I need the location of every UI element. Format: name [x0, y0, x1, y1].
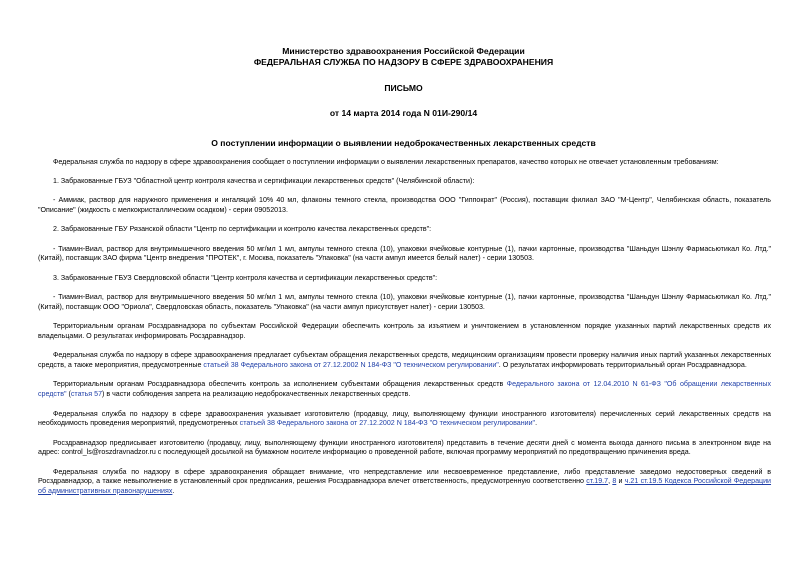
- paragraph-item-3: 3. Забракованные ГБУЗ Свердловской области "Центр контроля качества и сертификации лекарственных средств":: [53, 273, 438, 282]
- paragraph-law-compliance: [38, 380, 771, 399]
- link-article-19-7[interactable]: ст.19.7: [586, 477, 609, 486]
- paragraph-item-2-detail: - Тиамин-Виал, раствор для внутримышечного введения 50 мг/мл 1 мл, ампулы темного стекла (10), упаковки ячейковые контурные (1), пачки картонные, производства "Шаньдун Шэнлу Фармасьютикал Ко. Лтд." (Китай), поставщик ЗАО фирма "Центр внедрения "ПРОТЕК", г. Москва, показатель "Упаковка" (на части ампул имеется белый налет) - серии 130503.: [38, 244, 771, 263]
- text-run: Федеральная служба по надзору в сфере здравоохранения указывает изготовителю (продавцу, лицу, выполняющему функции иностранного изготовителя) перечисленных серий лекарственных средств на необходимость проведения мероприятий, предусмотренных: [38, 409, 771, 428]
- document-subject: О поступлении информации о выявлении недоброкачественных лекарственных средств: [211, 138, 596, 148]
- paragraph-subjects-check: [38, 351, 771, 370]
- text-run: .: [172, 486, 175, 495]
- link-federal-law-61fz[interactable]: Федерального закона от 12.04.2010 N 61-ФЗ "Об обращении лекарственных средств": [38, 380, 771, 399]
- document-type: ПИСЬМО: [384, 83, 423, 93]
- link-article-19-7-8[interactable]: 8: [612, 477, 617, 486]
- paragraph-item-2: 2. Забракованные ГБУ Рязанской области "Центр по сертификации и контролю качества лекарственных средств":: [53, 225, 432, 234]
- document-date-number: от 14 марта 2014 года N 01И-290/14: [329, 108, 478, 118]
- paragraph-item-1-detail: - Аммиак, раствор для наружного применения и ингаляций 10% 40 мл, флаконы темного стекла, производства ООО "Гиппократ" (Россия), поставщик филиал ЗАО "М-Центр", Челябинская область, показатель "Описание" (жидкость с мелкокристаллическим осадком) - серии 09052013.: [38, 196, 771, 214]
- link-article-38-184fz-2[interactable]: статьей 38 Федерального закона от 27.12.2002 N 184-ФЗ "О техническом регулировании": [239, 419, 536, 428]
- text-run: и: [616, 477, 625, 486]
- text-run: . О результатах информировать территориальный орган Росздравнадзора.: [498, 360, 747, 369]
- paragraph-item-1: 1. Забракованные ГБУЗ "Областной центр контроля качества и сертификации лекарственных средств" (Челябинской области):: [53, 176, 475, 185]
- document-body: [38, 158, 771, 506]
- text-run: ,: [608, 477, 613, 486]
- text-run: Территориальным органам Росздравнадзора обеспечить контроль за исполнением субъектами обращения лекарственных средств: [53, 380, 507, 389]
- paragraph-liability: [38, 468, 771, 497]
- link-koap-19-5[interactable]: ч.21 ст.19.5 Кодекса Российской Федерации об административных правонарушениях: [38, 477, 772, 495]
- text-run: Федеральная служба по надзору в сфере здравоохранения обращает внимание, что непредставление или несвоевременное представление, либо представление заведомо недостоверных сведений в Росздравнадзор, а также невыполнение в установленный срок предписания, решения Росздравнадзора влечет ответственность, предусмотренную соответственно: [38, 467, 771, 486]
- service-name: ФЕДЕРАЛЬНАЯ СЛУЖБА ПО НАДЗОРУ В СФЕРЕ ЗДРАВООХРАНЕНИЯ: [253, 57, 554, 67]
- paragraph-intro: Федеральная служба по надзору в сфере здравоохранения сообщает о поступлении информации о выявлении лекарственных препаратов, качество которых не отвечает установленным требованиям:: [53, 158, 719, 166]
- text-run: .: [535, 419, 538, 428]
- paragraph-territorial-control: Территориальным органам Росздравнадзора по субъектам Российской Федерации обеспечить контроль за изъятием и уничтожением в установленном порядке указанных партий лекарственных средств их владельцами. О результатах информировать Росздравнадзор.: [38, 322, 771, 340]
- text-run: (: [66, 390, 71, 399]
- paragraph-item-3-detail: - Тиамин-Виал, раствор для внутримышечного введения 50 мг/мл 1 мл, ампулы темного стекла (10), упаковки ячейковые контурные (1), пачки картонные, производства "Шаньдун Шэнлу Фармасьютикал Ко. Лтд." (Китай), поставщик ООО "Ориола", Свердловская область, показатель "Упаковка" (на части ампул присутствует налет) - серии 130503.: [38, 293, 771, 311]
- paragraph-prescription: Росздравнадзор предписывает изготовителю (продавцу, лицу, выполняющему функции иностранного изготовителя) представить в течение десяти дней с момента выхода данного письма в электронном виде на адрес: control_ls@roszdravnadzor.ru с последующей досылкой на бумажном носителе информацию о проведенной работе, включая программу мероприятий по предотвращению причинения вреда.: [38, 438, 771, 457]
- text-run: ) в части соблюдения запрета на реализацию недоброкачественных лекарственных средств.: [102, 390, 411, 399]
- paragraph-manufacturer-notice: [38, 410, 771, 429]
- link-article-38-184fz[interactable]: статьей 38 Федерального закона от 27.12.2002 N 184-ФЗ "О техническом регулировании": [203, 360, 499, 369]
- document-header: [0, 0, 807, 149]
- link-article-57[interactable]: статья 57: [70, 390, 103, 399]
- ministry-name: Министерство здравоохранения Российской Федерации: [282, 46, 525, 56]
- text-run: Федеральная служба по надзору в сфере здравоохранения предлагает субъектам обращения лекарственных средств, медицинским организациям провести проверку наличия иных партий указанных лекарственных средств, а также мероприятия, предусмотренные: [38, 351, 771, 369]
